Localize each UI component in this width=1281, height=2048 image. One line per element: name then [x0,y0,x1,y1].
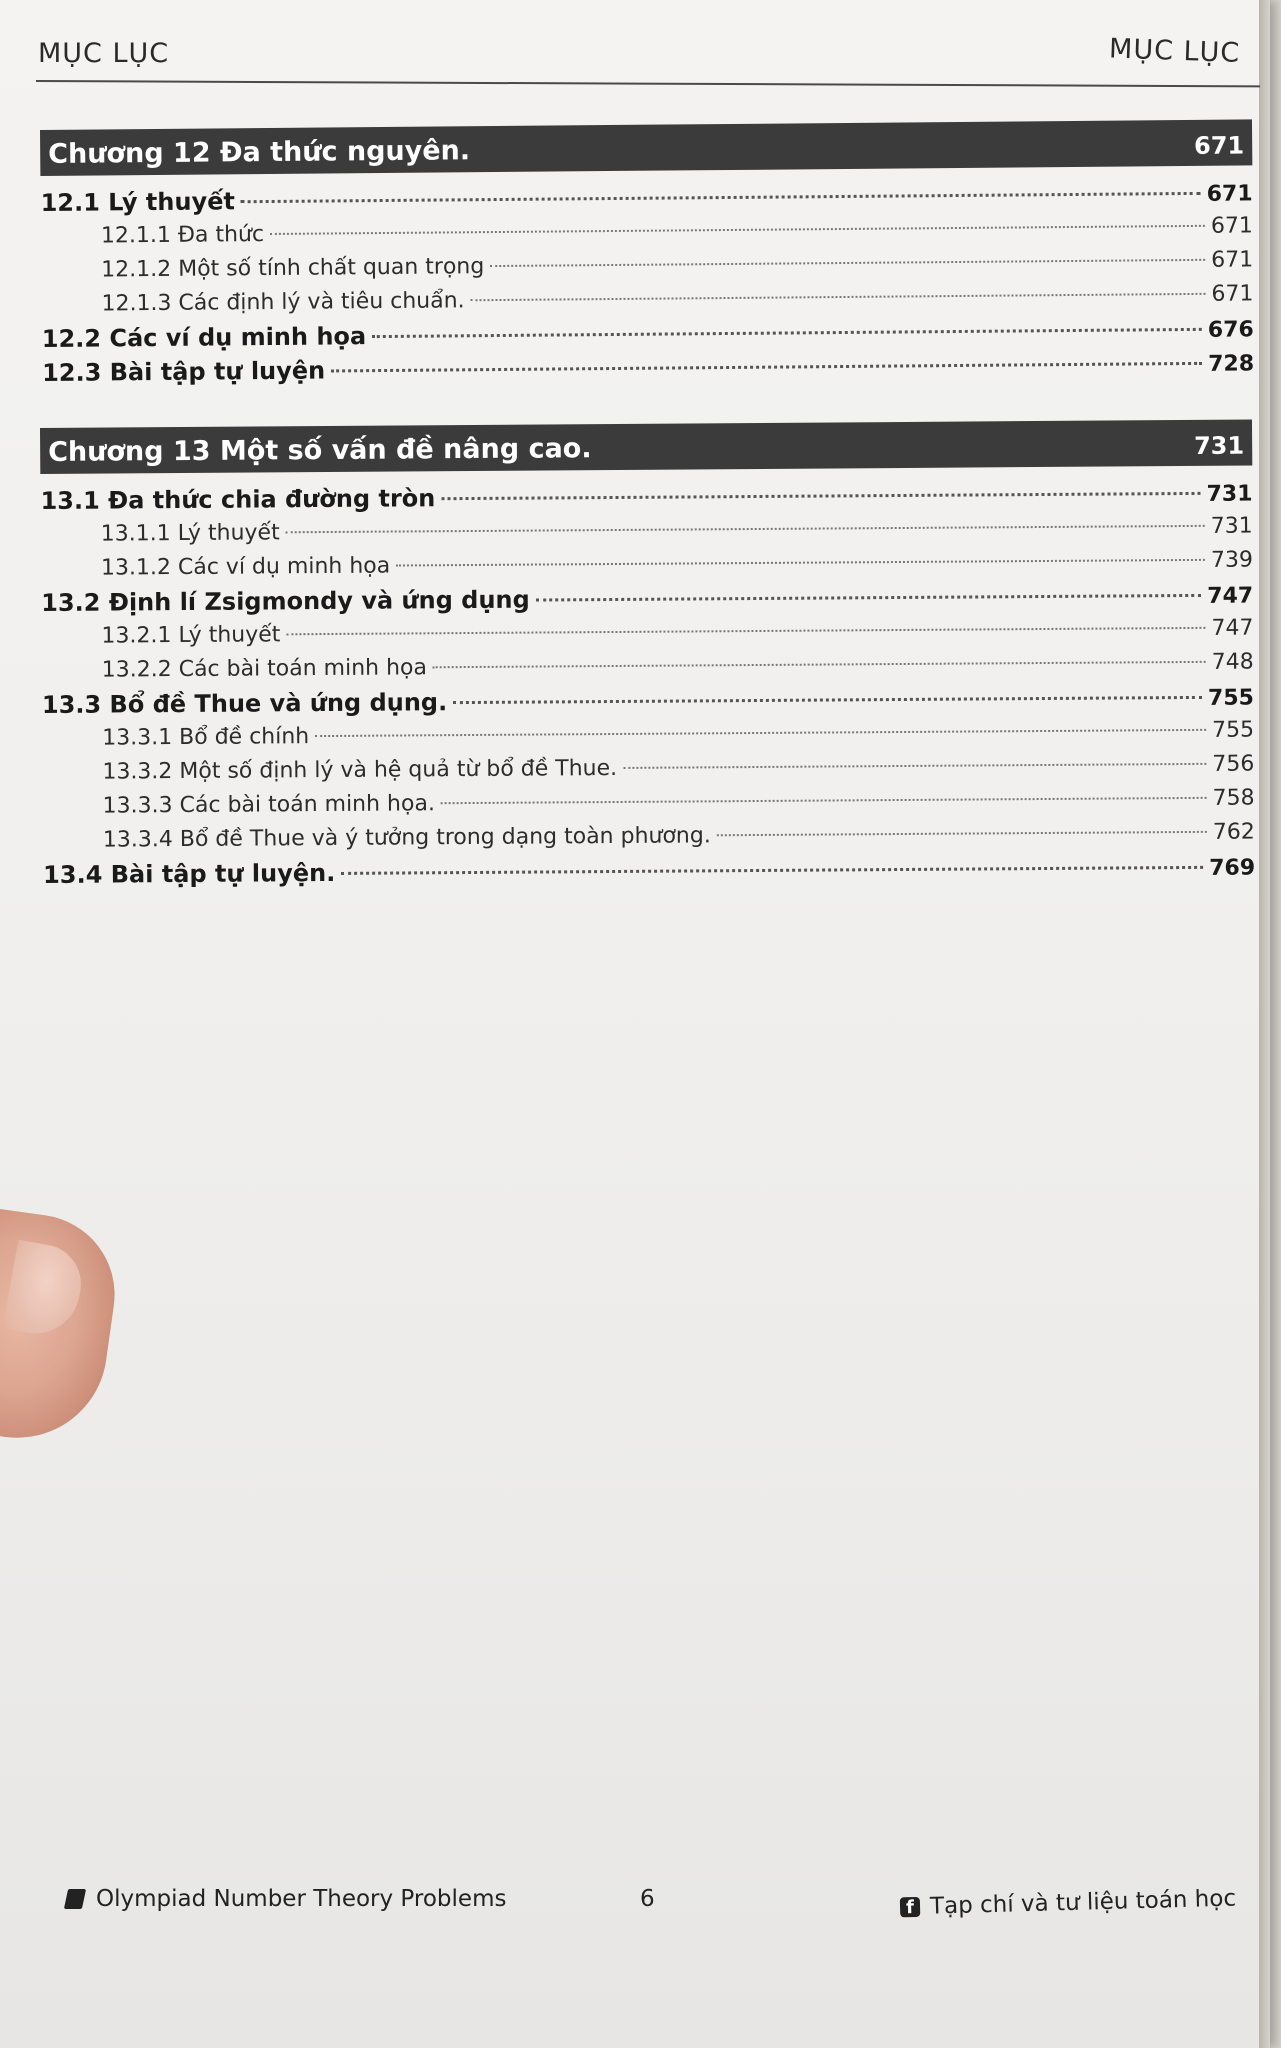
entry-page: 747 [1207,583,1254,609]
entry-title: 12.3 Bài tập tự luyện [41,356,326,387]
entry-title: 13.2 Định lí Zsigmondy và ứng dụng [41,585,530,617]
entry-page: 731 [1206,481,1253,507]
dot-leader [286,525,1205,533]
dot-leader [623,763,1206,769]
entry-title: 13.3 Bổ đề Thue và ứng dụng. [41,688,448,719]
dot-leader [441,492,1200,500]
dot-leader [270,225,1205,235]
entry-title: 13.3.2 Một số định lý và hệ quả từ bổ đề Thue. [102,755,618,785]
entry-page: 731 [1210,513,1253,539]
entry-title: 13.3.1 Bổ đề chính [102,724,310,751]
dot-leader [341,866,1203,875]
dot-leader [453,696,1202,704]
dot-leader [536,594,1202,602]
entry-page: 728 [1208,351,1255,377]
entry-page: 676 [1207,317,1254,343]
footer-right [900,1886,1237,1921]
chapter-heading[interactable] [40,119,1252,176]
dot-leader [441,797,1207,804]
entry-page: 756 [1212,751,1255,777]
dot-leader [315,729,1206,737]
entry-title: 12.1.3 Các định lý và tiêu chuẩn. [101,288,465,317]
toc-entry[interactable] [43,850,1255,892]
entry-page: 762 [1212,819,1255,845]
entry-title: 13.1.1 Lý thuyết [100,520,280,547]
entry-title: 13.3.3 Các bài toán minh họa. [102,791,435,819]
entry-title: 13.1.2 Các ví dụ minh họa [100,553,391,581]
entry-page: 671 [1211,247,1254,273]
entry-title: 12.1.2 Một số tính chất quan trọng [101,254,485,283]
entry-page: 739 [1210,547,1254,573]
running-head-left: MỤC LỤC [38,38,170,69]
page-footer [66,1886,1236,1926]
entry-title: 13.3.4 Bổ đề Thue và ý tưởng trong dạng toàn phương. [102,823,711,853]
toc-chapter-12 [40,119,1254,390]
entry-page: 671 [1210,213,1253,239]
footer-left [66,1886,506,1912]
dot-leader [433,661,1206,668]
header-rule [36,80,1260,87]
dot-leader [331,362,1202,373]
footer-source: Tạp chí và tư liệu toán học [929,1885,1237,1920]
entry-title: 13.4 Bài tập tự luyện. [43,858,336,889]
entry-page: 755 [1207,685,1255,711]
entry-title: 12.2 Các ví dụ minh họa [41,322,367,353]
chapter-page: 671 [1193,131,1245,160]
footer-book-title: Olympiad Number Theory Problems [96,1886,507,1912]
entry-page: 755 [1212,717,1255,743]
chapter-page: 731 [1193,431,1245,460]
entry-page: 671 [1206,181,1253,207]
entry-title: 13.2.2 Các bài toán minh họa [101,655,428,683]
entry-title: 12.1.1 Đa thức [100,222,265,249]
entry-title: 13.2.1 Lý thuyết [101,622,281,649]
entry-page: 769 [1209,855,1256,881]
chapter-heading[interactable] [40,420,1252,474]
dot-leader [396,559,1205,567]
dot-leader [490,259,1205,267]
dot-leader [286,627,1205,635]
entry-page: 671 [1211,281,1254,307]
dot-leader [471,293,1206,301]
facebook-icon: f [900,1897,921,1918]
entry-page: 758 [1212,785,1255,811]
toc-chapter-13 [40,420,1255,892]
book-icon [64,1889,86,1909]
entry-page: 747 [1211,615,1254,641]
page-edge [1259,0,1270,2048]
running-head-right: MỤC LỤC [1108,33,1241,69]
dot-leader [241,192,1201,203]
page-number: 6 [640,1886,655,1912]
entry-title: 12.1 Lý thuyết [40,187,236,217]
dot-leader [372,328,1202,338]
dot-leader [717,831,1207,836]
entry-title: 13.1 Đa thức chia đường tròn [40,484,436,515]
entry-page: 748 [1211,649,1254,675]
chapter-title: Chương 13 Một số vấn đề nâng cao. [48,433,592,468]
chapter-title: Chương 12 Đa thức nguyên. [48,135,471,170]
